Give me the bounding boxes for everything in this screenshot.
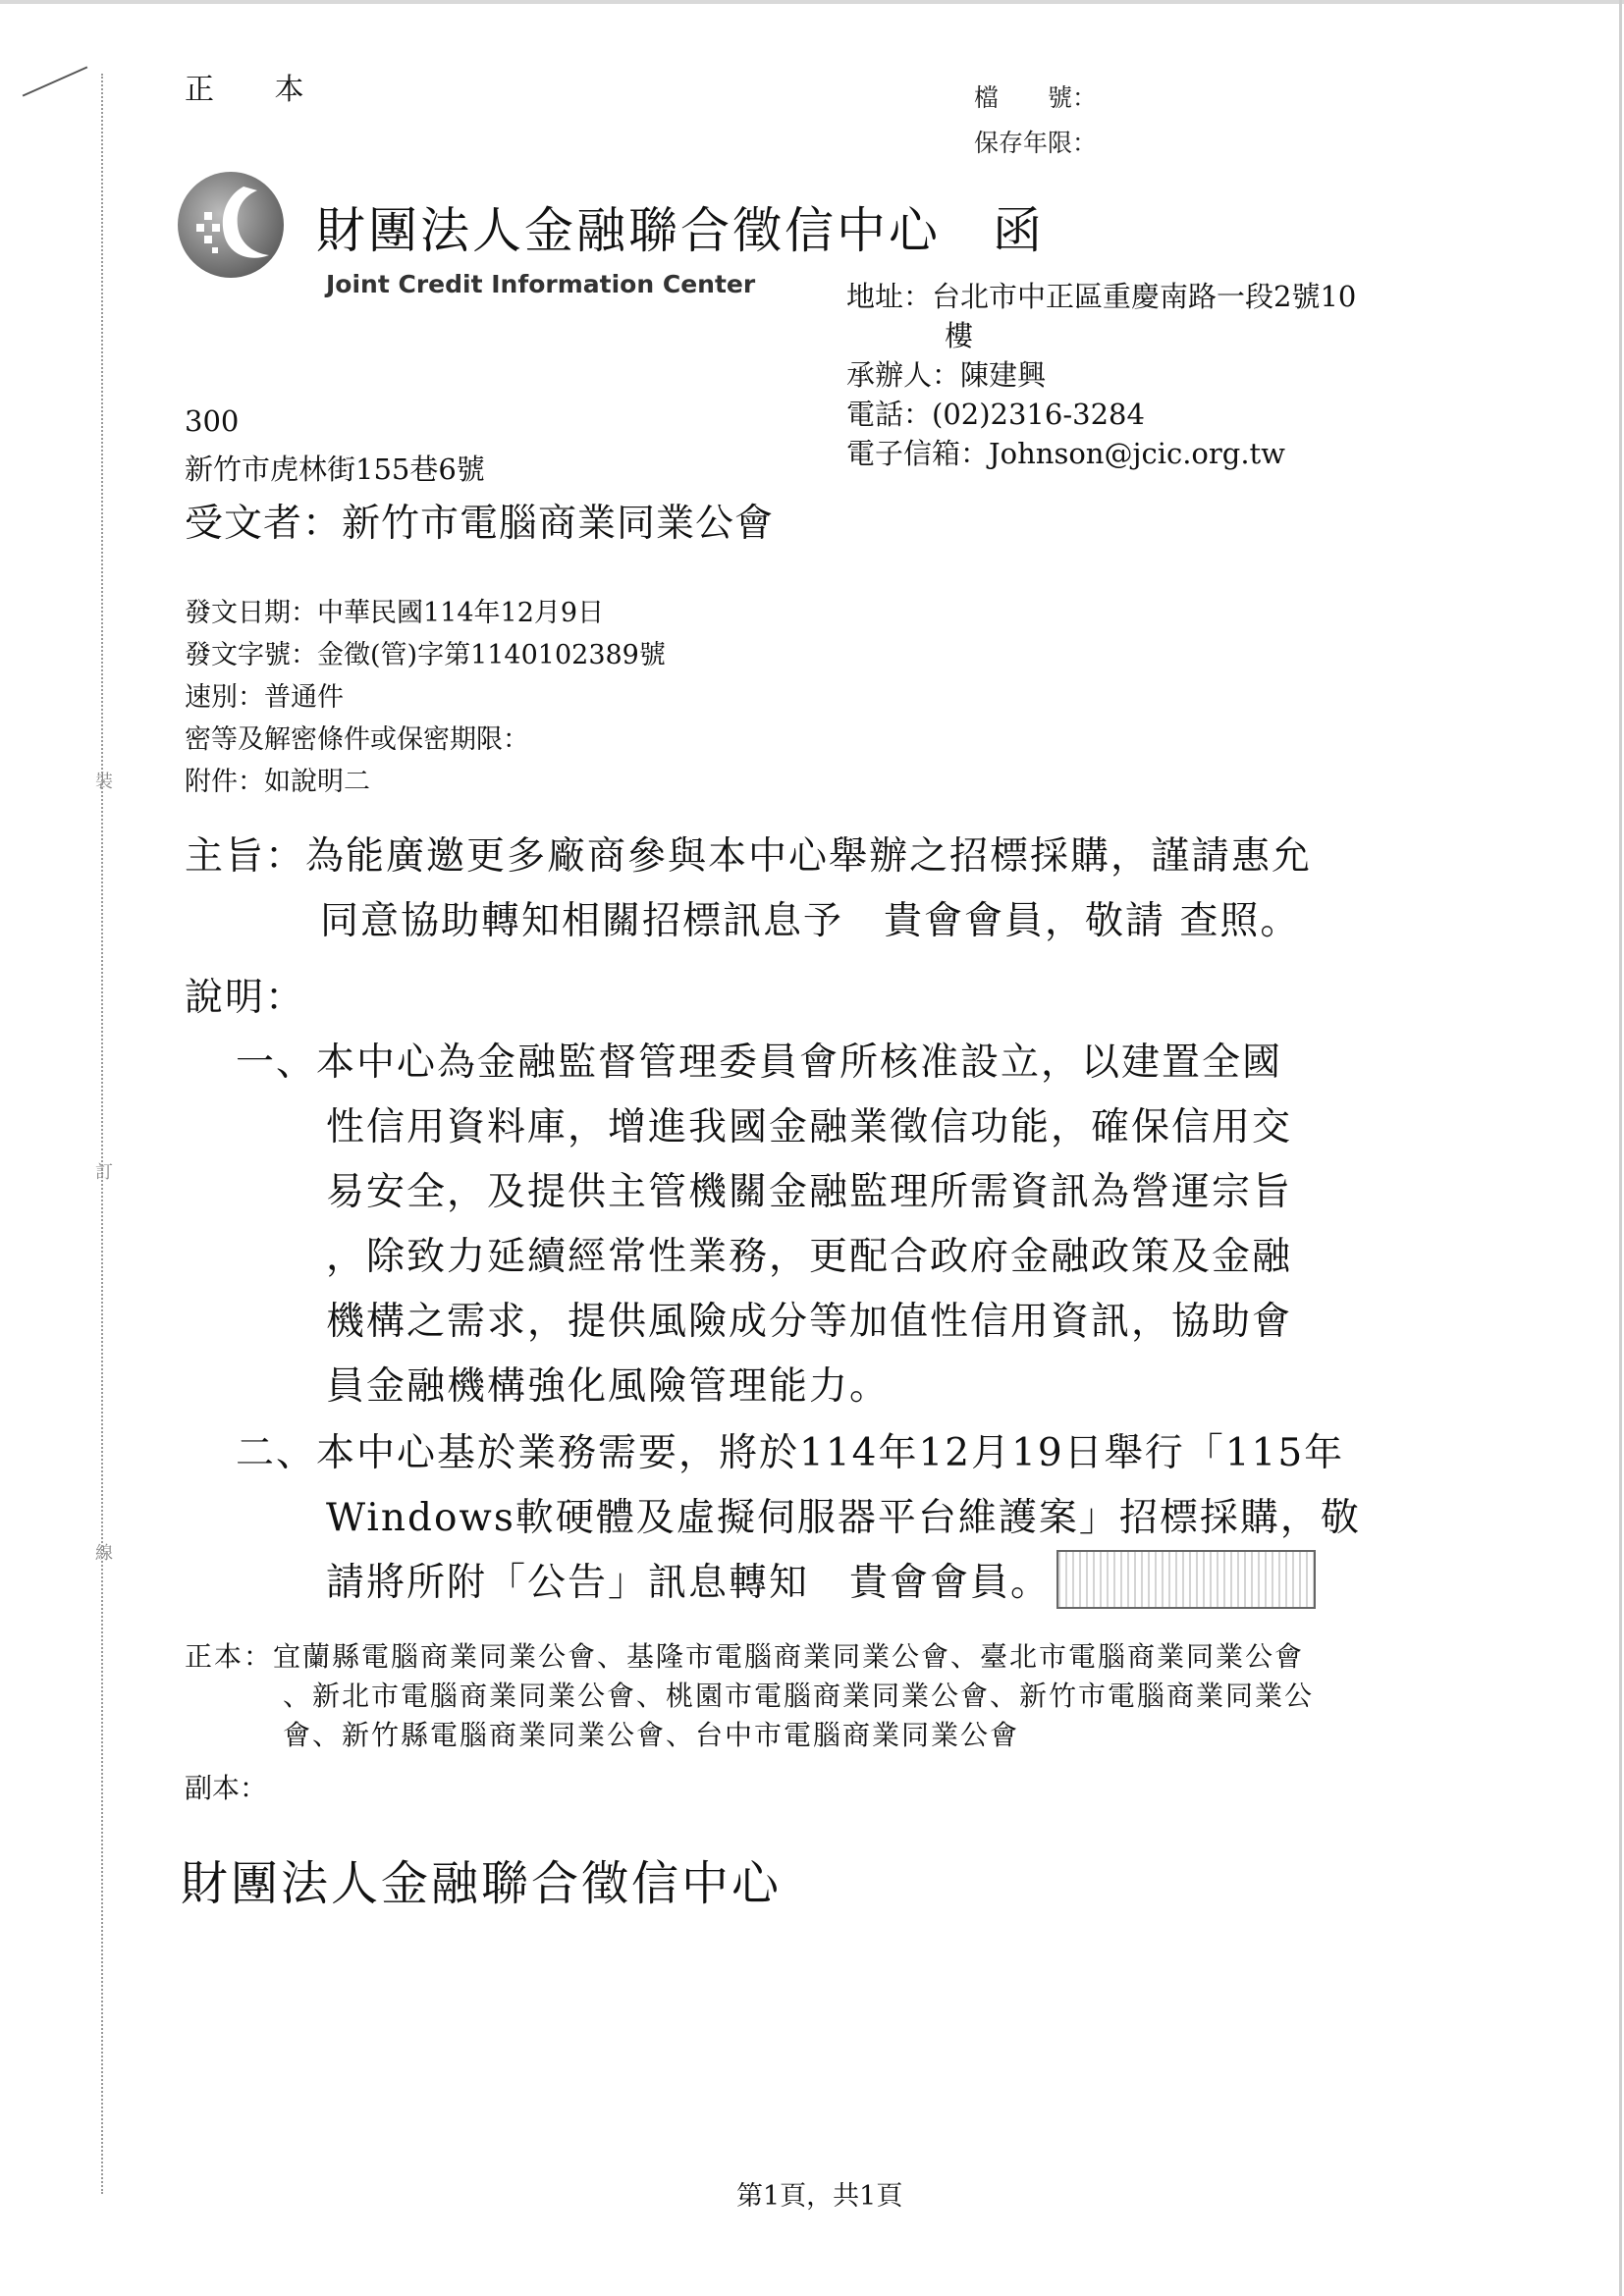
handler: 承辦人：陳建興 [846, 358, 1047, 392]
issue-date: 發文日期：中華民國114年12月9日 [185, 598, 605, 628]
official-seal-stamp [1056, 1550, 1316, 1609]
item-line-with-seal [236, 1551, 1473, 1616]
recipient-address: 新竹市虎林街155巷6號 [185, 453, 485, 486]
jcic-logo-icon [175, 169, 288, 282]
copy-mark: 正 本 [185, 73, 330, 107]
distribution-line: 正本：宜蘭縣電腦商業同業公會、基隆市電腦商業同業公會、臺北市電腦商業同業公會 [185, 1640, 1305, 1673]
explanation-heading: 說明： [185, 976, 306, 1020]
item-line: 機構之需求，提供風險成分等加值性信用資訊，協助會 [326, 1300, 1293, 1344]
distribution-copy: 副本： [185, 1772, 268, 1804]
subject-line: 同意協助轉知相關招標訊息予 貴會會員，敬請 查照。 [320, 899, 1301, 943]
explanation-item-2 [236, 1421, 1473, 1616]
distribution-line: 、新北市電腦商業同業公會、桃園市電腦商業同業公會、新竹市電腦商業同業公 [283, 1680, 1315, 1712]
document-number: 發文字號：金徵(管)字第1140102389號 [185, 640, 666, 670]
attachment: 附件：如說明二 [185, 767, 370, 797]
distribution-line: 會、新竹縣電腦商業同業公會、台中市電腦商業同業公會 [283, 1719, 1020, 1751]
page-number: 第1頁，共1頁 [736, 2181, 903, 2212]
item-line: 員金融機構強化風險管理能力。 [326, 1364, 891, 1409]
retention-label: 保存年限： [974, 129, 1098, 157]
email: 電子信箱：Johnson@jcic.org.tw [846, 437, 1286, 470]
item-line: 一、本中心為金融監督管理委員會所核准設立，以建置全國 [236, 1041, 1283, 1085]
distribution-original [185, 1637, 1461, 1755]
item-line: Windows軟硬體及虛擬伺服器平台維護案」招標採購，敬 [326, 1496, 1361, 1540]
explanation-item-1 [236, 1031, 1473, 1419]
binding-char: 線 [95, 1543, 113, 1564]
scan-edge-top [0, 0, 1624, 4]
signature-organization: 財團法人金融聯合徵信中心 [181, 1856, 783, 1911]
recipient-name: 受文者：新竹市電腦商業同業公會 [185, 502, 775, 546]
binding-line [101, 74, 103, 2194]
organization-title: 財團法人金融聯合徵信中心 函 [316, 202, 1045, 259]
recipient-zip: 300 [185, 404, 240, 438]
binding-char: 訂 [95, 1162, 113, 1183]
item-line: 易安全，及提供主管機關金融監理所需資訊為營運宗旨 [326, 1170, 1293, 1214]
phone: 電話：(02)2316-3284 [846, 398, 1145, 431]
file-number-label: 檔 號： [974, 83, 1098, 112]
subject-line: 主旨：為能廣邀更多廠商參與本中心舉辦之招標採購，謹請惠允 [185, 834, 1313, 879]
contact-block [846, 277, 1475, 473]
scan-edge-right [1619, 0, 1622, 2296]
secrecy-level: 密等及解密條件或保密期限： [185, 724, 529, 755]
item-line: 請將所附「公告」訊息轉知 貴會會員。 [326, 1561, 1052, 1605]
item-line: 性信用資料庫，增進我國金融業徵信功能，確保信用交 [326, 1105, 1293, 1149]
item-line: 二、本中心基於業務需要，將於114年12月19日舉行「115年 [236, 1431, 1345, 1475]
organization-english-name: Joint Credit Information Center [326, 270, 756, 298]
subject [185, 825, 1461, 954]
binding-char: 裝 [95, 772, 113, 792]
address-line-continued: 樓 [945, 319, 974, 352]
pen-mark [23, 66, 88, 96]
address-line: 地址：台北市中正區重慶南路一段2號10 [846, 280, 1357, 313]
delivery-speed: 速別：普通件 [185, 682, 344, 713]
item-line: ，除致力延續經常性業務，更配合政府金融政策及金融 [326, 1235, 1293, 1279]
